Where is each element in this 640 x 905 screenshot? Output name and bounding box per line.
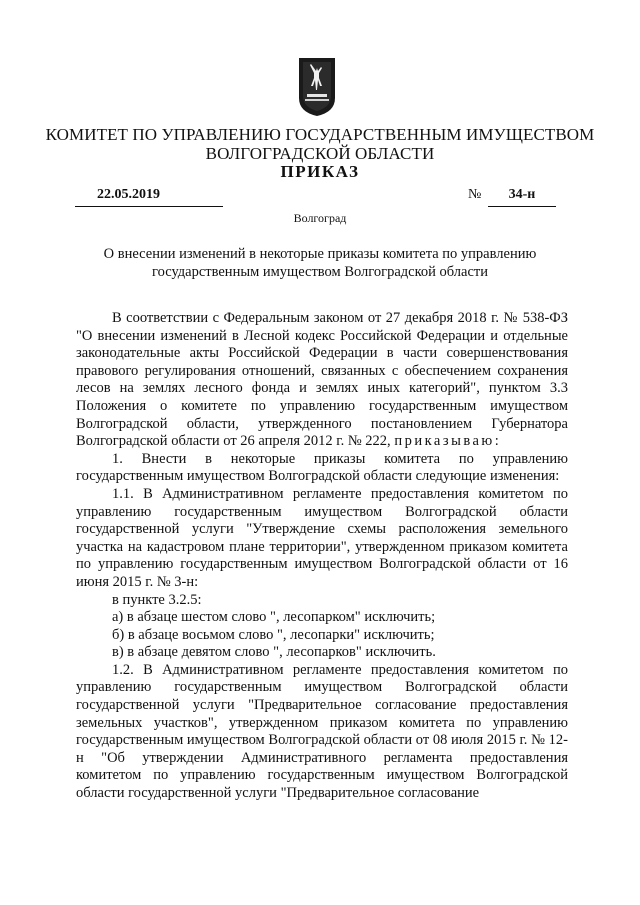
city-name: Волгоград	[293, 211, 347, 225]
order-date: 22.05.2019	[75, 187, 223, 207]
paragraph-sub-b: б) в абзаце восьмом слово ", лесопарки" исключить;	[112, 626, 435, 643]
org-title-line2: ВОЛГОГРАДСКОЙ ОБЛАСТИ	[205, 144, 435, 163]
paragraph-item-1-2: 1.2. В Административном регламенте предоставления комитетом по управлению государственным имуществом Волгоградской области государственной услуги "Предварительное согласование предоставления земельных участков", утвержденном приказом комитета по управлению государственным имуществом Волгоградской области от 08 июля 2015 г. № 12-н "Об утверждении Административного регламента предоставления комитетом по управлению государственным имуществом Волгоградской области государственной услуги "Предварительное согласование	[76, 661, 568, 802]
paragraph-sub-a: а) в абзаце шестом слово ", лесопарком" исключить;	[112, 609, 436, 626]
order-body	[76, 310, 568, 803]
preamble-text: В соответствии с Федеральным законом от 27 декабря 2018 г. № 538-ФЗ "О внесении изменений в Лесной кодекс Российской Федерации и отдельные законодательные акты Российской Федерации в части совершенствования правового регулирования отношений, связанных с обеспечением сохранения лесов на землях лесного фонда и землях иных категорий", пунктом 3.3 Положения о комитете по управлению государственным имуществом Волгоградской области, утвержденного постановлением Губернатора Волгоградской области от 26 апреля 2012 г. № 222,	[76, 310, 568, 450]
coat-of-arms-icon	[297, 56, 337, 118]
paragraph-item-1: 1. Внести в некоторые приказы комитета по управлению государственным имуществом Волгоградской области следующие изменения:	[76, 450, 568, 485]
paragraph-clause: в пункте 3.2.5:	[112, 591, 202, 608]
order-number: 34-н	[488, 187, 556, 207]
order-directive: приказываю:	[394, 433, 502, 450]
order-number-label: №	[468, 187, 482, 202]
org-title-line1: КОМИТЕТ ПО УПРАВЛЕНИЮ ГОСУДАРСТВЕННЫМ ИМУЩЕСТВОМ	[45, 125, 595, 144]
document-type: ПРИКАЗ	[280, 162, 360, 181]
order-subject: О внесении изменений в некоторые приказы комитета по управлению государственным имуществом Волгоградской области	[103, 246, 537, 280]
paragraph-preamble	[76, 310, 568, 451]
paragraph-sub-c: в) в абзаце девятом слово ", лесопарков" исключить.	[112, 644, 436, 661]
paragraph-item-1-1: 1.1. В Административном регламенте предоставления комитетом по управлению государственным имуществом Волгоградской области государственной услуги "Утверждение схемы расположения земельного участка на кадастровом плане территории", утвержденном приказом комитета по управлению государственным имуществом Волгоградской области от 16 июня 2015 г. № 3-н:	[76, 485, 568, 590]
